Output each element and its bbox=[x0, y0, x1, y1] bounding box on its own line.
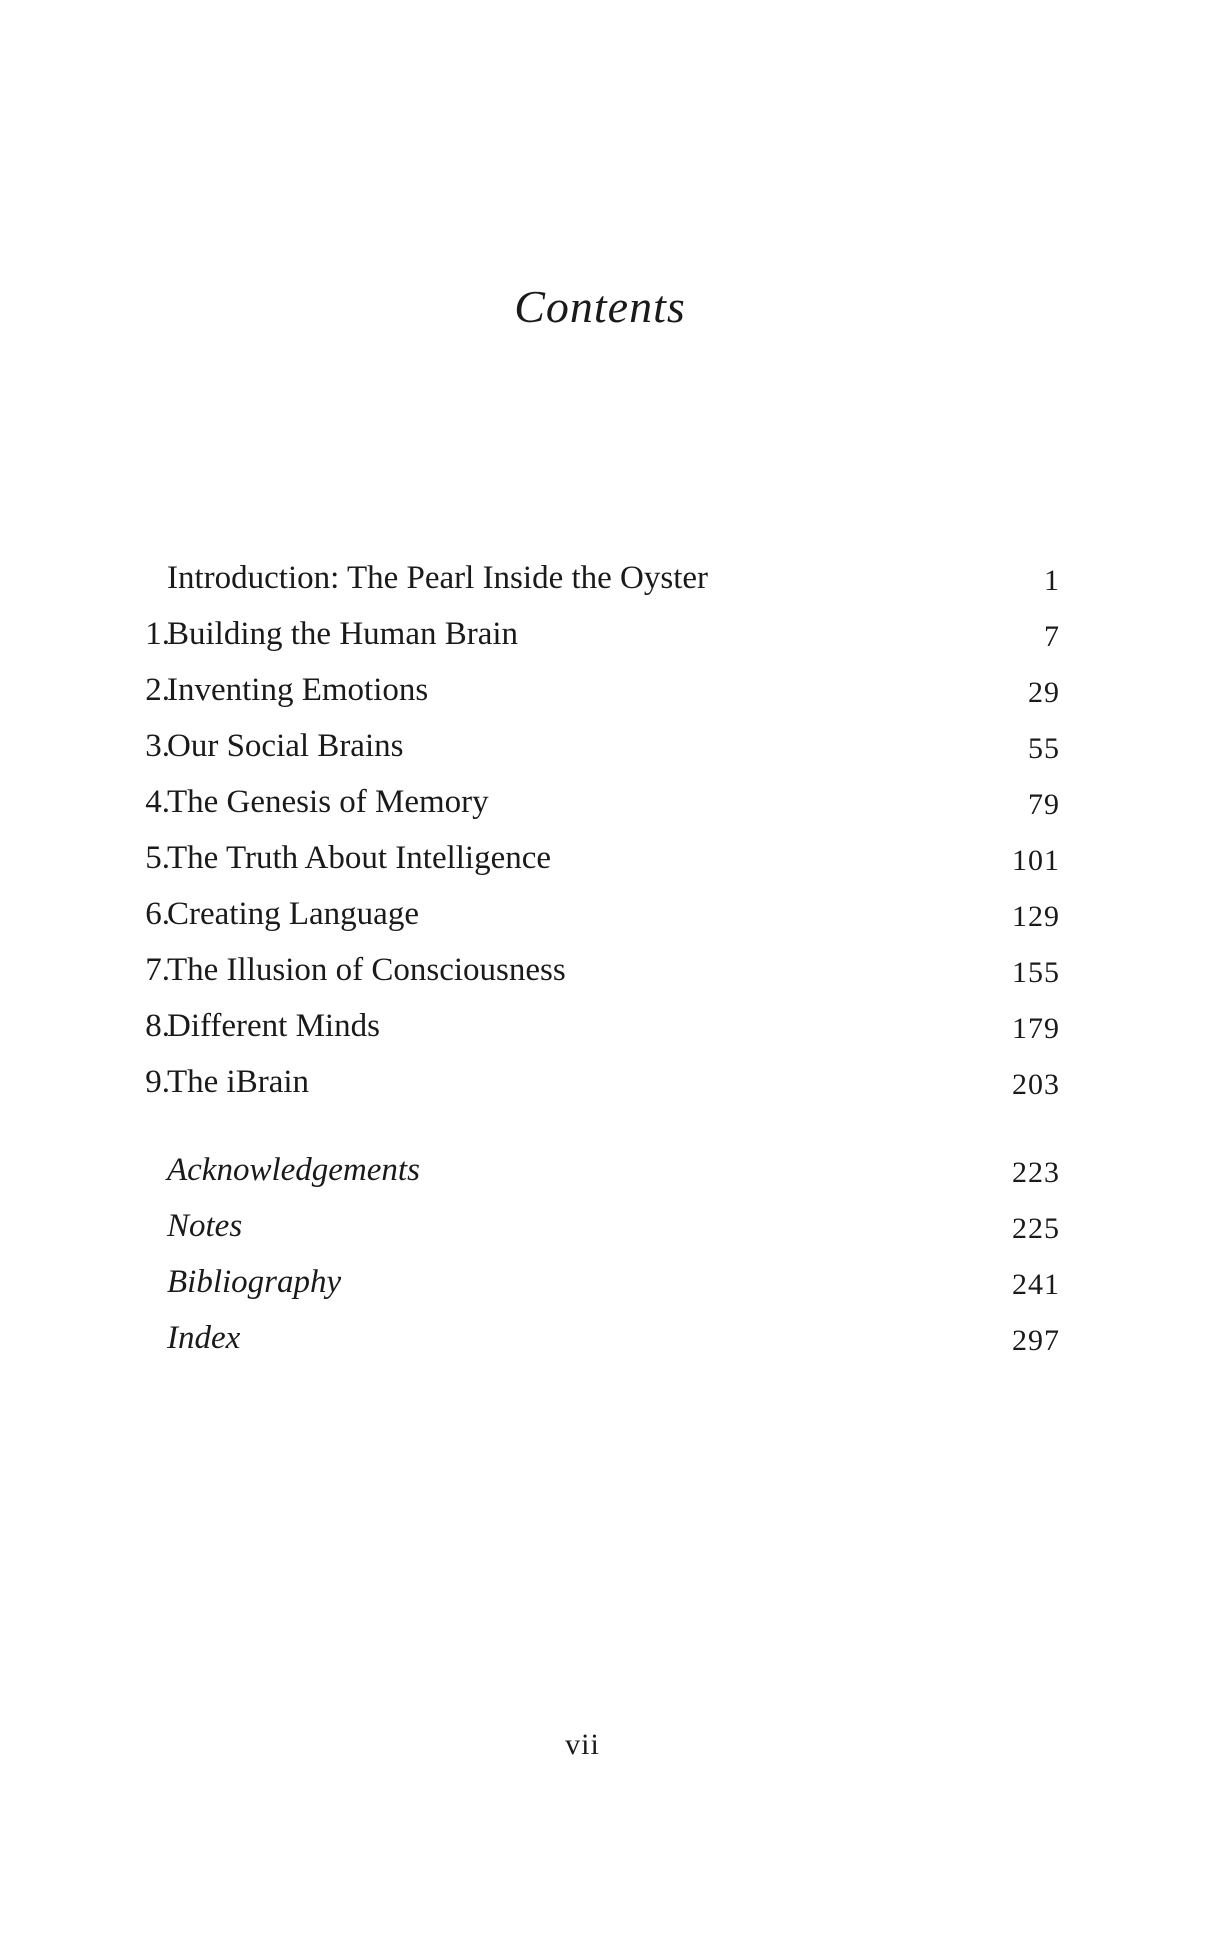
toc-entry-chapter-6 bbox=[120, 896, 1064, 952]
toc-entry-chapter-7 bbox=[120, 952, 1064, 1008]
toc-entry-title: Bibliography bbox=[167, 1264, 342, 1300]
toc-entry-title: Our Social Brains bbox=[167, 728, 404, 764]
toc-entry-title: Index bbox=[167, 1320, 241, 1356]
toc-entry-chapter-1 bbox=[120, 616, 1064, 672]
toc-entry-number: 3. bbox=[145, 728, 170, 764]
toc-entry-chapter-3 bbox=[120, 728, 1064, 784]
toc-entry-page: 203 bbox=[1012, 1068, 1060, 1101]
page-number: vii bbox=[565, 1728, 600, 1761]
toc-entry-page: 155 bbox=[1012, 956, 1060, 989]
table-of-contents bbox=[120, 560, 1064, 1376]
toc-entry-chapter-5 bbox=[120, 840, 1064, 896]
toc-entry-number: 8. bbox=[145, 1008, 170, 1044]
toc-entry-chapter-9 bbox=[120, 1064, 1064, 1120]
toc-entry-page: 1 bbox=[1044, 564, 1060, 597]
toc-entry-title: The Truth About Intelligence bbox=[167, 840, 552, 876]
toc-entry-number: 7. bbox=[145, 952, 170, 988]
toc-section-gap bbox=[120, 1120, 1064, 1152]
toc-entry-number: 4. bbox=[145, 784, 170, 820]
toc-entry-number: 2. bbox=[145, 672, 170, 708]
toc-entry-title: The Genesis of Memory bbox=[167, 784, 489, 820]
toc-entry-page: 241 bbox=[1012, 1268, 1060, 1301]
toc-entry-notes bbox=[120, 1208, 1064, 1264]
toc-entry-title: Acknowledgements bbox=[167, 1152, 420, 1188]
toc-entry-page: 7 bbox=[1044, 620, 1060, 653]
toc-entry-number: 5. bbox=[145, 840, 170, 876]
toc-entry-title: Creating Language bbox=[167, 896, 419, 932]
toc-entry-title: The Illusion of Consciousness bbox=[167, 952, 566, 988]
toc-entry-title: The iBrain bbox=[167, 1064, 310, 1100]
toc-entry-chapter-4 bbox=[120, 784, 1064, 840]
toc-entry-page: 223 bbox=[1012, 1156, 1060, 1189]
toc-entry-page: 101 bbox=[1012, 844, 1060, 877]
toc-entry-number: 9. bbox=[145, 1064, 170, 1100]
toc-entry-title: Introduction: The Pearl Inside the Oyster bbox=[167, 560, 709, 596]
toc-entry-page: 79 bbox=[1028, 788, 1060, 821]
toc-entry-bibliography bbox=[120, 1264, 1064, 1320]
toc-entry-title: Inventing Emotions bbox=[167, 672, 429, 708]
toc-entry-index bbox=[120, 1320, 1064, 1376]
toc-entry-number: 1. bbox=[145, 616, 170, 652]
toc-entry-page: 179 bbox=[1012, 1012, 1060, 1045]
toc-entry-page: 225 bbox=[1012, 1212, 1060, 1245]
toc-entry-acknowledgements bbox=[120, 1152, 1064, 1208]
toc-entry-title: Different Minds bbox=[167, 1008, 380, 1044]
toc-entry-page: 29 bbox=[1028, 676, 1060, 709]
toc-entry-chapter-8 bbox=[120, 1008, 1064, 1064]
toc-entry-introduction bbox=[120, 560, 1064, 616]
toc-entry-page: 297 bbox=[1012, 1324, 1060, 1357]
toc-entry-chapter-2 bbox=[120, 672, 1064, 728]
toc-entry-page: 129 bbox=[1012, 900, 1060, 933]
toc-entry-page: 55 bbox=[1028, 732, 1060, 765]
toc-entry-title: Building the Human Brain bbox=[167, 616, 519, 652]
toc-entry-title: Notes bbox=[167, 1208, 243, 1244]
page-title: Contents bbox=[514, 281, 686, 332]
toc-entry-number: 6. bbox=[145, 896, 170, 932]
